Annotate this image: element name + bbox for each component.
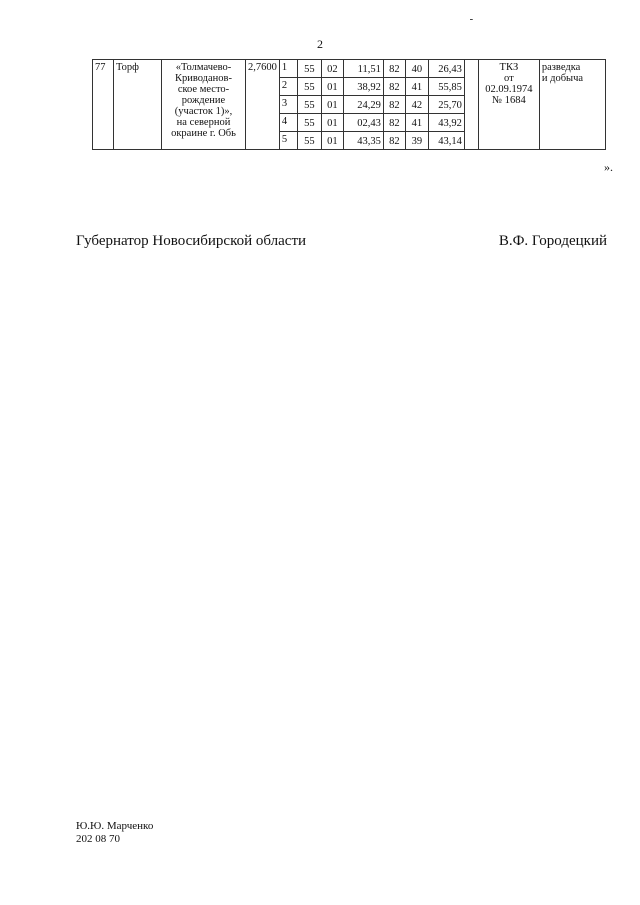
lat-degrees: 55 [297, 78, 321, 96]
lon-minutes: 40 [405, 60, 428, 78]
lon-degrees: 82 [383, 78, 405, 96]
lat-degrees: 55 [297, 60, 321, 78]
point-number: 3 [279, 96, 297, 114]
deposit-id: 77 [93, 60, 114, 150]
deposit-name-line: рождение [181, 95, 226, 106]
lon-degrees: 82 [383, 114, 405, 132]
deposit-name [162, 60, 246, 150]
lon-minutes: 41 [405, 78, 428, 96]
point-number: 5 [279, 132, 297, 150]
deposit-name-line: «Толмачево- [175, 62, 232, 73]
deposit-area: 2,7600 [246, 60, 280, 150]
lat-minutes: 01 [321, 78, 343, 96]
dash-cell [464, 14, 478, 150]
executor-phone: 202 08 70 [76, 833, 120, 845]
lat-minutes: 01 [321, 96, 343, 114]
lon-seconds: 26,43 [428, 60, 464, 78]
signature-title: Губернатор Новосибирской области [76, 233, 307, 249]
signature-name: В.Ф. Городецкий [498, 233, 607, 249]
basis-line: ТКЗ [499, 62, 519, 73]
lon-minutes: 39 [405, 132, 428, 150]
executor-block [76, 820, 153, 846]
lat-minutes: 01 [321, 114, 343, 132]
lon-degrees: 82 [383, 60, 405, 78]
point-number: 4 [279, 114, 297, 132]
lat-seconds: 02,43 [343, 114, 383, 132]
lon-minutes: 41 [405, 114, 428, 132]
lat-degrees: 55 [297, 96, 321, 114]
lon-seconds: 25,70 [428, 96, 464, 114]
lon-seconds: 43,92 [428, 114, 464, 132]
basis-line: от [504, 73, 514, 84]
purpose-cell [539, 60, 605, 150]
deposit-name-line: окраине г. Обь [171, 128, 236, 139]
lat-seconds: 43,35 [343, 132, 383, 150]
lat-degrees: 55 [297, 114, 321, 132]
closing-quote: ». [604, 160, 613, 174]
basis-line: 02.09.1974 [485, 84, 533, 95]
lon-degrees: 82 [383, 96, 405, 114]
table-row [93, 60, 606, 78]
page-number: 2 [317, 37, 323, 51]
deposit-name-line: (участок 1)», [174, 106, 233, 117]
lat-degrees: 55 [297, 132, 321, 150]
lon-seconds: 55,85 [428, 78, 464, 96]
purpose-line: разведка [541, 62, 581, 73]
lat-minutes: 01 [321, 132, 343, 150]
point-number: 2 [279, 78, 297, 96]
lon-seconds: 43,14 [428, 132, 464, 150]
deposit-table [92, 14, 606, 150]
deposit-name-line: на северной [176, 117, 231, 128]
purpose-line: и добыча [541, 73, 584, 84]
deposit-name-line: Криводанов- [174, 73, 233, 84]
lat-minutes: 02 [321, 60, 343, 78]
mineral-type: Торф [114, 60, 162, 150]
basis-cell [478, 60, 539, 150]
point-number: 1 [279, 60, 297, 78]
lon-minutes: 42 [405, 96, 428, 114]
lat-seconds: 24,29 [343, 96, 383, 114]
lat-seconds: 38,92 [343, 78, 383, 96]
deposit-name-line: ское место- [177, 84, 230, 95]
basis-line: № 1684 [492, 95, 526, 106]
executor-name: Ю.Ю. Марченко [76, 820, 154, 832]
lat-seconds: 11,51 [343, 60, 383, 78]
dash-value: - [469, 14, 474, 25]
lon-degrees: 82 [383, 132, 405, 150]
